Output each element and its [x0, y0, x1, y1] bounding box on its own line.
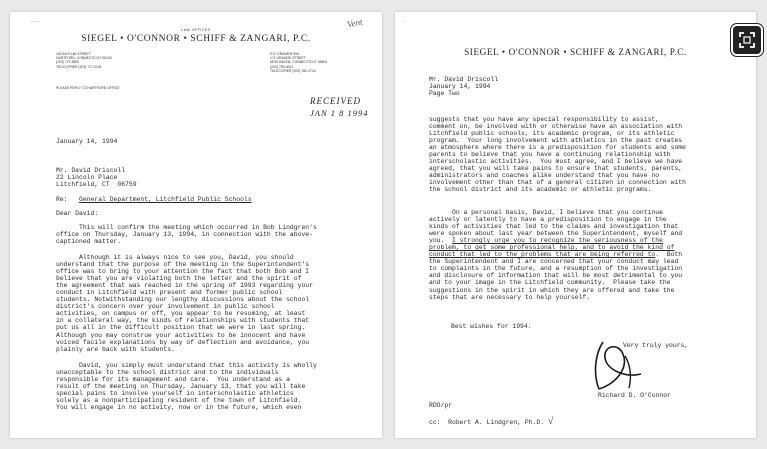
- text-line: steps that are necessary to help yourself.: [429, 293, 591, 301]
- firm-letterhead: SIEGEL • O'CONNOR • SCHIFF & ZANGARI, P.C.: [81, 34, 311, 44]
- recipient-block: [56, 167, 137, 188]
- text-line: David, you simply must understand that this activity is wholly: [56, 362, 317, 369]
- text-line: in a collateral way, the kinds of relationships with students that: [56, 317, 310, 325]
- text-line: On a personal basis, David, I believe that you continue: [429, 209, 663, 216]
- text-line: unacceptable to the school district and to the individuals: [56, 369, 279, 377]
- sign-off: Very truly yours,: [623, 342, 689, 349]
- underlined-text: I strongly urge you to recognize the seriousness of the: [452, 237, 663, 245]
- address-line: NEW HAVEN, CONNECTICUT 06504: [270, 60, 328, 65]
- recipient-line: Mr. David Driscoll: [56, 167, 126, 174]
- check-mark: √: [547, 416, 554, 427]
- text-line: program. Your long involvement with athletics in the past creates: [429, 137, 683, 145]
- text-line: district's concern over your involvement in public school: [56, 303, 275, 311]
- text-line: special pains to involve yourself in interscholastic athletics: [56, 390, 294, 398]
- received-stamp: RECEIVED: [310, 96, 361, 106]
- closing-wishes: Best wishes for 1994.: [451, 323, 532, 330]
- underlined-text: conduct that led to the problems that are being referred to: [429, 251, 656, 259]
- text-line: responsible for its management and care. You understand as a: [56, 376, 290, 384]
- text-line: to complaints in the future, and a resumption of the investigation: [429, 265, 683, 273]
- firm-letterhead: SIEGEL • O'CONNOR • SCHIFF & ZANGARI, P.C.: [464, 47, 687, 57]
- salutation: Dear David:: [56, 210, 99, 217]
- text-line: [429, 251, 682, 258]
- letter-page-two: [395, 12, 756, 438]
- text-line: the school district and its academic or athletic programs.: [429, 186, 652, 194]
- paragraph-continued: [429, 116, 686, 194]
- tiny-mark: · · ·: [401, 20, 407, 24]
- text-line: conduct in Litchfield with present and former public school: [56, 289, 283, 297]
- hartford-address: [56, 52, 112, 69]
- recipient-line: Litchfield, CT 06759: [56, 181, 137, 189]
- paragraph-3: [56, 362, 317, 411]
- text-line: administrators and coaches alike understand that you have no: [429, 172, 660, 180]
- paragraph-1: [56, 224, 317, 245]
- text-line: actively or latently to have a predisposition to engage in the: [429, 216, 667, 224]
- text-line: agreed, that you will take pains to ensure that students, parents,: [429, 165, 683, 173]
- text-line: involvement other than that of a general citizen in connection with: [429, 179, 686, 187]
- text-line: understand that the purpose of the meeting in the Superintendent's: [56, 261, 310, 269]
- text-line: office on Thursday, January 13, 1994, in connection with the above-: [56, 231, 313, 239]
- law-offices-label: LAW OFFICES: [181, 28, 211, 32]
- text-line: the Superintendent and I are concerned that your conduct may lead: [429, 258, 679, 266]
- text-line: suggests that you have any special responsibility to assist,: [429, 116, 660, 123]
- cc-line: [429, 418, 553, 426]
- address-line: P.O. DRAWER 906: [270, 52, 299, 56]
- text-line: office was to bring to your attention the fact that both Bob and I: [56, 268, 310, 276]
- text-line: parents to believe that you have a continuing relationship with: [429, 151, 671, 159]
- address-line: TELECOPIER (203) 782-2744: [270, 68, 316, 73]
- re-subject: General Department, Litchfield Public Schools: [79, 196, 252, 203]
- cc-text: cc: Robert A. Lindgren, Ph.D.: [429, 419, 545, 426]
- text-line: Although you may construe your activities to be innocent and have: [56, 331, 306, 339]
- new-haven-address: [270, 52, 327, 73]
- text-line: Although it is always nice to see you, David, you should: [56, 254, 294, 261]
- received-date-stamp: JAN 1 8 1994: [310, 108, 369, 118]
- text-line: interscholastic activities. You must agree, and I believe we have: [429, 158, 683, 166]
- address-line: HARTFORD, CONNECTICUT 06103: [56, 56, 112, 61]
- address-line: TELECOPIER (203) 727-0101: [56, 64, 102, 69]
- handwritten-note: Vent: [346, 16, 364, 30]
- text-line: This will confirm the meeting which occurred in Bob Lindgren's: [56, 224, 317, 231]
- header-line: Page Two: [429, 90, 460, 98]
- tiny-mark: ·········: [30, 20, 41, 24]
- paragraph-2: [56, 254, 313, 353]
- re-label: Re:: [56, 196, 68, 203]
- text-line: voiced facile explanations by way of deflection and avoidance, you: [56, 338, 310, 346]
- letter-page-one: [10, 12, 382, 438]
- expand-icon: [738, 31, 756, 49]
- text-line: suggestions in the spirit in which they are offered and take the: [429, 286, 675, 294]
- typist-initials: RDO/pr: [429, 402, 453, 409]
- text-line: and to your image in the Litchfield community. Please take the: [429, 279, 671, 287]
- address-line: (203) 727-8900: [56, 60, 80, 65]
- text-line: plainly are back with students.: [56, 345, 175, 353]
- text-line: activities, on campus or off, you appear to be resuming, at least: [56, 310, 306, 318]
- paragraph-personal: [429, 209, 682, 301]
- address-line: 150 ASYLUM STREET: [56, 52, 91, 56]
- header-line: January 14, 1994: [429, 83, 491, 91]
- letter-date: January 14, 1994: [56, 138, 118, 145]
- text-line: comment on, be involved with or otherwise have an association with: [429, 123, 683, 131]
- text-line: put us all in the difficult position that we were in last spring.: [56, 324, 306, 332]
- text-line: [429, 237, 682, 244]
- recipient-line: 22 Lincoln Place: [56, 174, 118, 182]
- text-line: believe that you are violating both the letter and the spirit of: [56, 275, 302, 283]
- text-line: You will engage in no activity, now or in the future, which even: [56, 404, 302, 412]
- text-line: result of the meeting on Thursday, January 13, that you will take: [56, 383, 306, 391]
- header-line: Mr. David Driscoll: [429, 76, 499, 83]
- handwritten-signature: [585, 334, 655, 396]
- text-line: solely as a nonparticipating resident of the town of Litchfield.: [56, 397, 302, 405]
- text-span: . Both: [655, 251, 683, 259]
- text-line: captioned matter.: [56, 238, 122, 246]
- underlined-text: problem, to get some professional help, and to avoid the kind of: [429, 244, 675, 252]
- page-two-header: [429, 76, 498, 97]
- subject-line: [56, 196, 252, 203]
- text-span: you.: [429, 237, 453, 245]
- text-line: an atmosphere where there is a predisposition for students and some: [429, 144, 686, 152]
- expand-button[interactable]: [731, 24, 763, 56]
- address-line: (203) 789-0001: [270, 64, 294, 69]
- reply-note: PLEASE REPLY TO HARTFORD OFFICE: [56, 86, 120, 90]
- text-line: Litchfield public schools, its academic program, or its athletic: [429, 130, 675, 138]
- text-line: and disclosure of information that will be most detrimental to you: [429, 272, 683, 280]
- text-line: the agreement that was reached in the spring of 1993 regarding your: [56, 282, 313, 290]
- address-line: 171 ORANGE STREET: [270, 56, 306, 61]
- signer-name: Richard D. O'Connor: [598, 392, 671, 399]
- text-line: students. Notwithstanding our lengthy discussions about the school: [56, 296, 310, 304]
- text-line: kinds of activities that led to the claims and investigation that: [429, 223, 679, 231]
- text-line: were spoken about last year between the Superintendent, myself and: [429, 230, 683, 238]
